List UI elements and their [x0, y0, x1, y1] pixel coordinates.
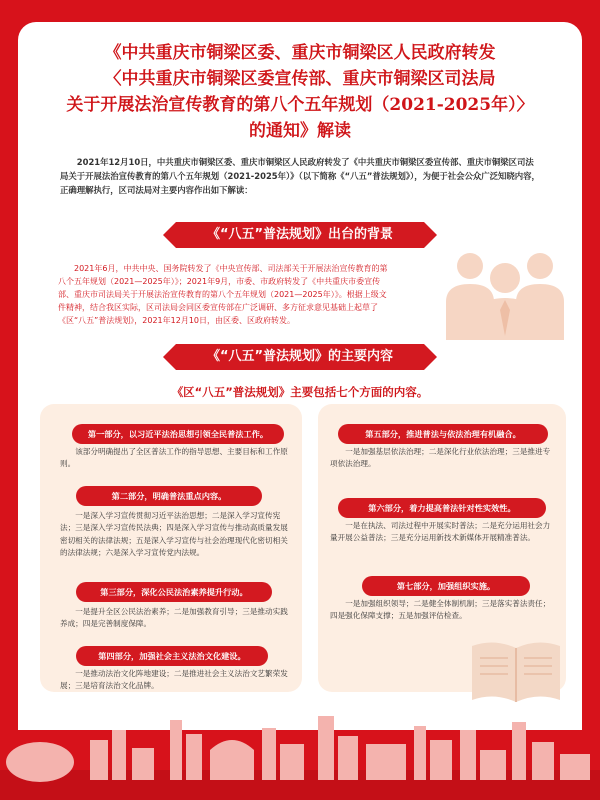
section-5-title: 第五部分，推进普法与依法治理有机融合。: [338, 424, 548, 444]
section-3-text: 一是提升全区公民法治素养；二是加强教育引导；三是推动实践养成；四是完善制度保障。: [60, 607, 288, 629]
section-3-title: 第三部分，深化公民法治素养提升行动。: [76, 582, 272, 602]
background-banner: 《“八五”普法规划》出台的背景: [176, 222, 424, 248]
background-paragraph: 2021年6月，中共中央、国务院转发了《中央宣传部、司法部关于开展法治宣传教育的第八个五年规划（2021—2025年）》；2021年9月，市委、市政府转发了《中共重庆市委宣传部、重庆市司法局关于开展法治宣传教育的第八个五年规划（2021—2025年）》。根据上级文件精神，结合我区实际，区司法局会同区委宣传部在广泛调研、多方征求意见基础上起草了《区“八五”普法规划》，2021年12月10日，由区委、区政府转发。: [58, 264, 388, 325]
section-4-title: 第四部分，加强社会主义法治文化建设。: [76, 646, 268, 666]
title-line-1: 《中共重庆市铜梁区委、重庆市铜梁区人民政府转发: [104, 43, 496, 63]
intro-paragraph: 2021年12月10日，中共重庆市铜梁区委、重庆市铜梁区人民政府转发了《中共重庆市铜梁区委宣传部、重庆市铜梁区司法局关于开展法治宣传教育的第八个五年规划（2021-2025年）》（以下简称《“八五”普法规划》），为便于社会公众广泛知晓内容，正确理解执行，区司法局对主要内容作出如下解读：: [60, 157, 540, 195]
section-1-title: 第一部分，以习近平法治思想引领全民普法工作。: [72, 424, 284, 444]
content-subtitle: 《区“八五”普法规划》主要包括七个方面的内容。: [171, 385, 429, 399]
section-7-text: 一是加强组织领导；二是健全体制机制；三是落实普法责任；四是强化保障支撑；五是加强评估检查。: [330, 599, 551, 621]
section-7-title: 第七部分，加强组织实施。: [362, 576, 530, 596]
section-4-text: 一是推动法治文化阵地建设；二是推进社会主义法治文艺繁荣发展；三是培育法治文化品牌。: [60, 669, 288, 691]
section-2-text: 一是深入学习宣传贯彻习近平法治思想；二是深入学习宣传宪法；三是深入学习宣传民法典；四是深入学习宣传与推动高质量发展密切相关的法律法规；五是深入学习宣传与社会治理现代化密切相关的法律法规；六是深入学习宣传党内法规。: [60, 511, 288, 558]
city-skyline: [0, 700, 600, 800]
title-line-3: 关于开展法治宣传教育的第八个五年规划（2021-2025年）〉: [66, 95, 534, 115]
section-6-text: 一是在执法、司法过程中开展实时普法；二是充分运用社会力量开展公益普法；三是充分运用新技术新媒体开展精准普法。: [330, 521, 551, 543]
title-line-2: 〈中共重庆市铜梁区委宣传部、重庆市铜梁区司法局: [104, 69, 496, 89]
title-line-4: 的通知》解读: [249, 121, 351, 141]
section-5-text: 一是加强基层依法治理；二是深化行业依法治理；三是推进专项依法治理。: [330, 447, 551, 469]
content-banner: 《“八五”普法规划》的主要内容: [176, 344, 424, 370]
section-2-title: 第二部分，明确普法重点内容。: [76, 486, 262, 506]
section-6-title: 第六部分，着力提高普法针对性实效性。: [338, 498, 546, 518]
people-icon: [440, 240, 570, 340]
section-1-text: 该部分明确提出了全区普法工作的指导思想、主要目标和工作原则。: [60, 447, 288, 469]
book-icon: [468, 636, 564, 706]
page-title: [0, 40, 600, 144]
